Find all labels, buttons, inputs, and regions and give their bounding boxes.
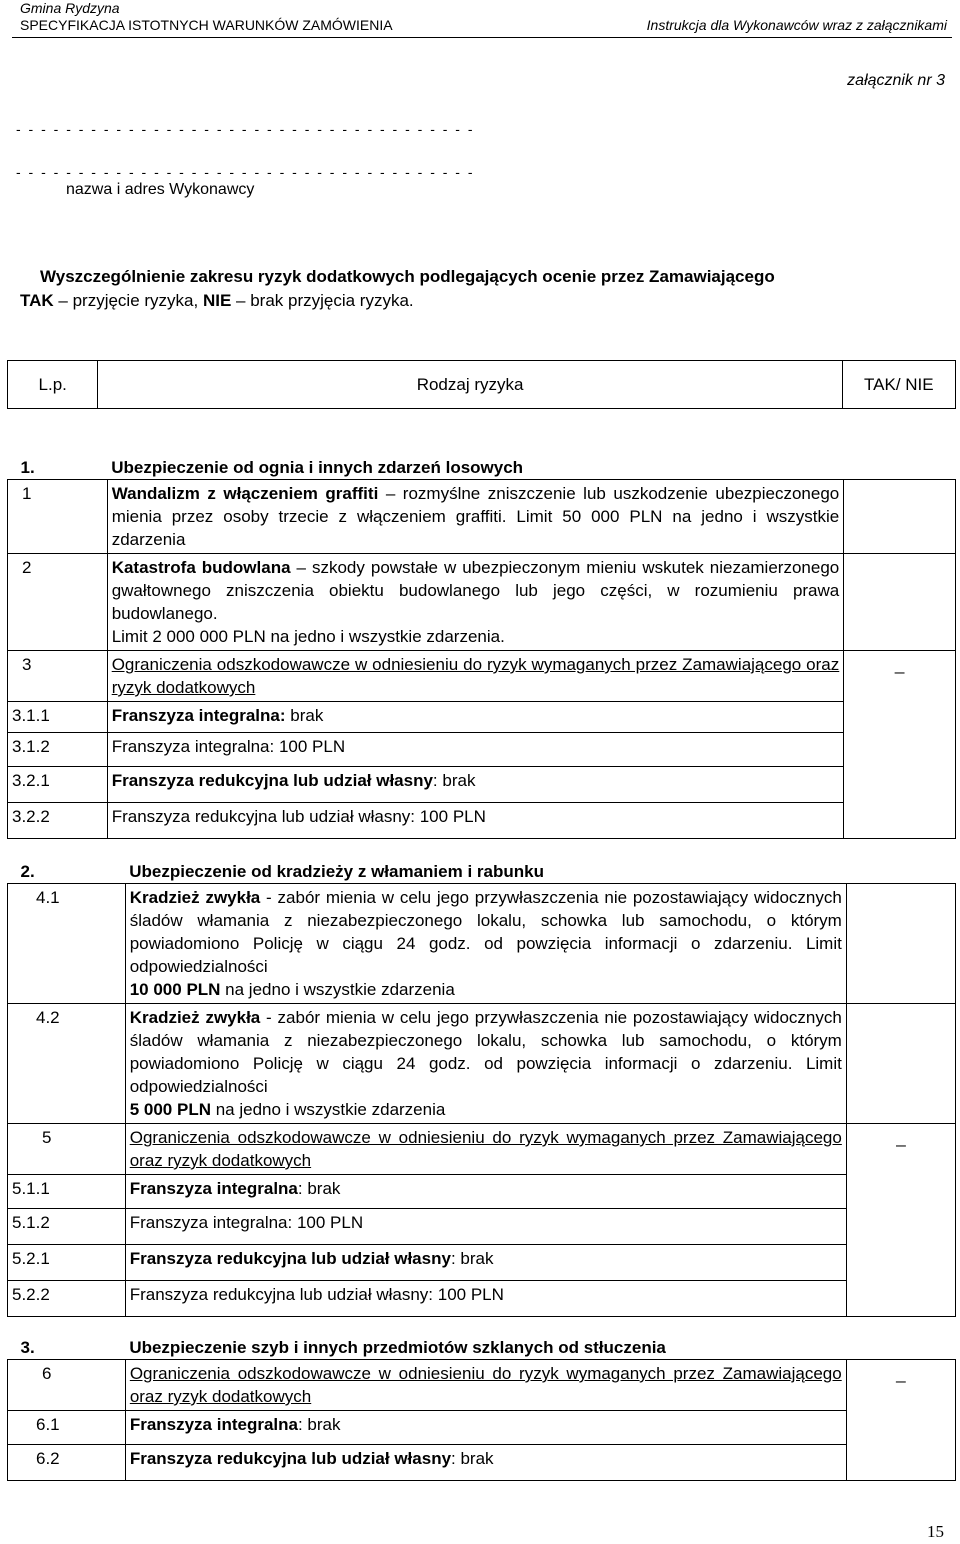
row-term: Franszyza integralna: xyxy=(111,706,286,725)
row-text: – rozmyślne zniszczenie lub uszkodzenie ubezpieczonego mienia przez osoby trzecie z włączeniem graffiti. Limit 50 000 PLN na jedno i wszystkie zdarzenia xyxy=(111,484,840,549)
row-text: : brak xyxy=(297,1415,341,1434)
table-row xyxy=(8,702,956,733)
row-description: Franszyza integralna: 100 PLN xyxy=(107,733,844,767)
section-2-title: Ubezpieczenie od kradzieży z włamaniem i rabunku xyxy=(129,862,544,881)
row-description xyxy=(107,480,844,554)
row-number: 6.1 xyxy=(8,1411,126,1445)
tak-cell[interactable] xyxy=(846,1360,955,1481)
row-number: 5.2.1 xyxy=(8,1245,126,1281)
risk-table-section-1 xyxy=(7,456,956,839)
row-description: Franszyza redukcyjna lub udział własny: 100 PLN xyxy=(125,1281,846,1317)
section-3-number: 3. xyxy=(20,1338,35,1357)
tak-term: TAK xyxy=(20,291,54,310)
row-limit: Limit 2 000 000 PLN na jedno i wszystkie zdarzenia. xyxy=(111,627,505,646)
tak-dash: _ xyxy=(894,655,905,674)
row-description xyxy=(125,1004,846,1124)
row-term: Franszyza redukcyjna lub udział własny xyxy=(129,1449,452,1468)
row-text: : brak xyxy=(297,1179,341,1198)
page-number: 15 xyxy=(927,1522,944,1541)
row-number: 3.2.1 xyxy=(8,767,108,803)
row-limit-text: na jedno i wszystkie zdarzenia xyxy=(220,980,455,999)
row-term: Franszyza integralna xyxy=(129,1179,298,1198)
tak-dash: _ xyxy=(896,1128,906,1147)
column-header-tak: TAK/ NIE xyxy=(842,361,955,409)
row-description: Ograniczenia odszkodowawcze w odniesieniu do ryzyk wymaganych przez Zamawiającego oraz ryzyk dodatkowych xyxy=(125,1360,846,1411)
tak-dash: _ xyxy=(896,1364,906,1383)
row-description xyxy=(107,702,844,733)
table-row xyxy=(8,884,956,1004)
row-description: Ograniczenia odszkodowawcze w odniesieniu do ryzyk wymaganych przez Zamawiającego oraz ryzyk dodatkowych xyxy=(125,1124,846,1175)
tak-cell[interactable] xyxy=(844,651,956,839)
row-number: 5.2.2 xyxy=(8,1281,126,1317)
row-description: Franszyza integralna: 100 PLN xyxy=(125,1209,846,1245)
annex-label: załącznik nr 3 xyxy=(847,72,945,89)
table-row xyxy=(8,480,956,554)
tak-cell[interactable] xyxy=(846,1004,955,1124)
row-number: 4.2 xyxy=(8,1004,126,1124)
row-number: 3.2.2 xyxy=(8,803,108,839)
contractor-dash-line-1: - - - - - - - - - - - - - - - - - - - - - - - - - - - - - - - - - - - - - xyxy=(16,121,475,137)
header-doc-title: SPECYFIKACJA ISTOTNYCH WARUNKÓW ZAMÓWIENIA xyxy=(20,17,393,33)
row-number: 3.1.2 xyxy=(8,733,108,767)
row-term: Kradzież zwykła xyxy=(129,888,261,907)
table-row xyxy=(8,1175,956,1209)
tak-explanation: – przyjęcie ryzyka, xyxy=(53,291,203,310)
row-number: 5.1.2 xyxy=(8,1209,126,1245)
table-row xyxy=(8,803,956,839)
row-term: Katastrofa budowlana xyxy=(111,558,291,577)
row-term: Kradzież zwykła xyxy=(129,1008,261,1027)
tak-cell[interactable] xyxy=(844,554,956,651)
row-number: 3.1.1 xyxy=(8,702,108,733)
nie-explanation: – brak przyjęcia ryzyka. xyxy=(231,291,414,310)
title-legend xyxy=(20,291,414,311)
risk-table-section-2 xyxy=(7,860,956,1317)
row-number: 5 xyxy=(8,1124,126,1175)
row-term: Wandalizm z włączeniem graffiti xyxy=(111,484,379,503)
row-term: Franszyza redukcyjna lub udział własny xyxy=(111,771,433,790)
tak-cell[interactable] xyxy=(844,480,956,554)
tak-cell[interactable] xyxy=(846,1124,955,1317)
table-row xyxy=(8,1245,956,1281)
table-row xyxy=(8,1124,956,1175)
row-number: 2 xyxy=(8,554,108,651)
table-row xyxy=(8,1360,956,1411)
row-number: 6.2 xyxy=(8,1445,126,1481)
table-row xyxy=(8,1004,956,1124)
row-number: 4.1 xyxy=(8,884,126,1004)
row-description xyxy=(125,884,846,1004)
nie-term: NIE xyxy=(202,291,232,310)
header-municipality: Gmina Rydzyna xyxy=(20,0,120,16)
table-row xyxy=(8,1209,956,1245)
table-row xyxy=(8,1281,956,1317)
row-text: – szkody powstałe w ubezpieczonym mieniu wskutek niezamierzonego gwałtownego zniszczenia obiektu budowlanego lub jego części, w rozumieniu prawa budowlanego. xyxy=(111,558,840,623)
column-header-kind: Rodzaj ryzyka xyxy=(98,361,842,409)
table-row xyxy=(8,733,956,767)
row-text: - zabór mienia w celu jego przywłaszczenia nie pozostawiający widocznych śladów włamania z niezabezpieczonego lokalu, schowka lub samochodu, o którym powiadomiono Policję w ciągu 24 godz. od powzięcia informacji o zdarzeniu. Limit odpowiedzialności xyxy=(129,1008,842,1096)
row-text: - zabór mienia w celu jego przywłaszczenia nie pozostawiający widocznych śladów włamania z niezabezpieczonego lokalu, schowka lub samochodu, o którym powiadomiono Policję w ciągu 24 godz. od powzięcia informacji o zdarzeniu. Limit odpowiedzialności xyxy=(129,888,842,976)
contractor-dash-line-2: - - - - - - - - - - - - - - - - - - - - - - - - - - - - - - - - - - - - - xyxy=(16,164,475,180)
table-row xyxy=(8,1445,956,1481)
contractor-label: nazwa i adres Wykonawcy xyxy=(66,181,255,198)
section-1-title: Ubezpieczenie od ognia i innych zdarzeń losowych xyxy=(111,458,524,477)
row-term: Franszyza redukcyjna lub udział własny xyxy=(129,1249,451,1268)
row-description xyxy=(125,1175,846,1209)
row-term: Franszyza integralna xyxy=(129,1415,298,1434)
row-number: 3 xyxy=(8,651,108,702)
row-description xyxy=(125,1445,846,1481)
row-description xyxy=(125,1245,846,1281)
risk-table-section-3 xyxy=(7,1336,956,1481)
header-instructions: Instrukcja dla Wykonawców wraz z załącznikami xyxy=(646,17,947,33)
title-line: Wyszczególnienie zakresu ryzyk dodatkowych podlegających ocenie przez Zamawiającego xyxy=(40,267,775,286)
section-2-number: 2. xyxy=(20,862,35,881)
header-divider xyxy=(12,37,952,38)
row-limit-amount: 10 000 PLN xyxy=(129,980,221,999)
table-row xyxy=(8,651,956,702)
row-number: 6 xyxy=(8,1360,126,1411)
table-row xyxy=(8,767,956,803)
row-description xyxy=(125,1411,846,1445)
row-description xyxy=(107,767,844,803)
row-description: Ograniczenia odszkodowawcze w odniesieniu do ryzyk wymaganych przez Zamawiającego oraz ryzyk dodatkowych xyxy=(107,651,844,702)
column-header-lp: L.p. xyxy=(8,361,98,409)
tak-cell[interactable] xyxy=(846,884,955,1004)
row-limit-amount: 5 000 PLN xyxy=(129,1100,211,1119)
row-number: 5.1.1 xyxy=(8,1175,126,1209)
risk-table-header xyxy=(7,360,956,409)
table-row xyxy=(8,1411,956,1445)
table-row xyxy=(8,554,956,651)
section-1-number: 1. xyxy=(20,458,35,477)
row-number: 1 xyxy=(8,480,108,554)
row-text: brak xyxy=(285,706,324,725)
row-text: : brak xyxy=(432,771,476,790)
row-limit-text: na jedno i wszystkie zdarzenia xyxy=(210,1100,446,1119)
row-description: Franszyza redukcyjna lub udział własny: 100 PLN xyxy=(107,803,844,839)
row-text: : brak xyxy=(451,1449,494,1468)
row-description xyxy=(107,554,844,651)
row-text: : brak xyxy=(450,1249,494,1268)
section-3-title: Ubezpieczenie szyb i innych przedmiotów szklanych od stłuczenia xyxy=(129,1338,666,1357)
